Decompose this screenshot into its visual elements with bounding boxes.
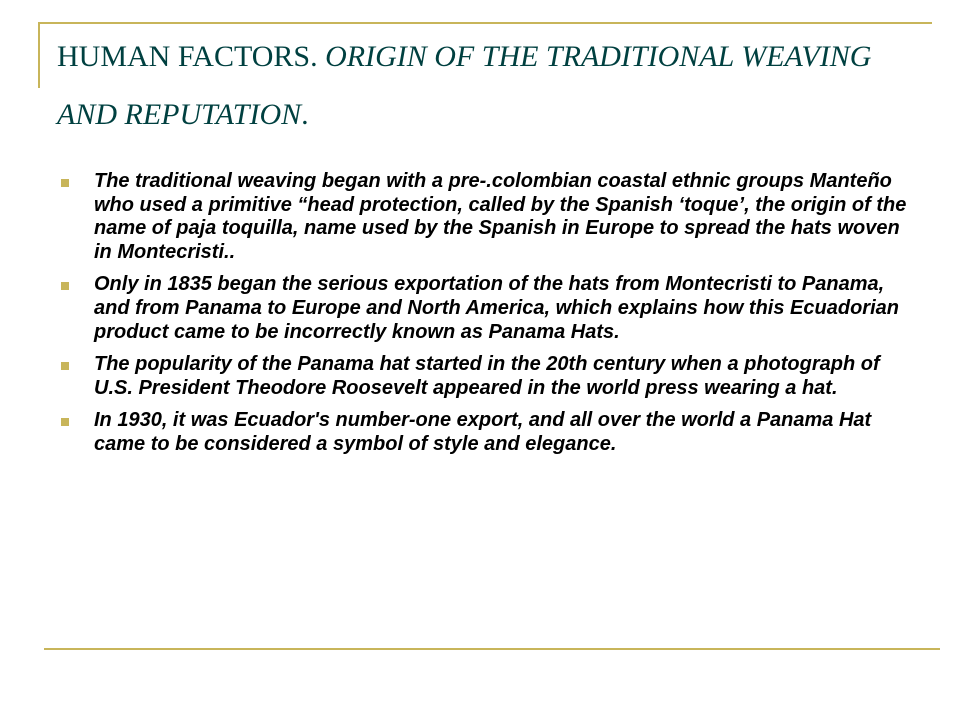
top-divider-line bbox=[38, 22, 932, 24]
square-bullet-icon bbox=[61, 179, 69, 187]
slide-title bbox=[57, 28, 927, 144]
left-divider-line bbox=[38, 22, 40, 88]
square-bullet-icon bbox=[61, 282, 69, 290]
bullet-item bbox=[58, 170, 908, 264]
bullet-list bbox=[58, 170, 908, 466]
bullet-item bbox=[58, 353, 908, 400]
bullet-text: Only in 1835 began the serious exportation of the hats from Montecristi to Panama, and from Panama to Europe and North America, which explains how this Ecuadorian product came to be incorrectly known as Panama Hats. bbox=[94, 273, 899, 343]
slide-title-plain: HUMAN FACTORS. bbox=[57, 40, 326, 73]
bullet-text: The traditional weaving began with a pre-.colombian coastal ethnic groups Manteño who used a primitive “head protection, called by the Spanish ‘toque’, the origin of the name of paja toquilla, name used by the Spanish in Europe to spread the hats woven in Montecristi.. bbox=[94, 170, 907, 263]
bullet-item bbox=[58, 409, 908, 456]
bullet-text: In 1930, it was Ecuador's number-one export, and all over the world a Panama Hat came to be considered a symbol of style and elegance. bbox=[94, 409, 872, 455]
bullet-text: The popularity of the Panama hat started in the 20th century when a photograph of U.S. President Theodore Roosevelt appeared in the world press wearing a hat. bbox=[94, 353, 880, 399]
square-bullet-icon bbox=[61, 418, 69, 426]
slide-title-end: . bbox=[301, 98, 309, 131]
bullet-item bbox=[58, 273, 908, 344]
bottom-divider-line bbox=[44, 648, 940, 650]
slide-title-italic: ORIGIN OF THE TRADITIONAL WEAVING AND REPUTATION bbox=[57, 40, 872, 131]
square-bullet-icon bbox=[61, 362, 69, 370]
